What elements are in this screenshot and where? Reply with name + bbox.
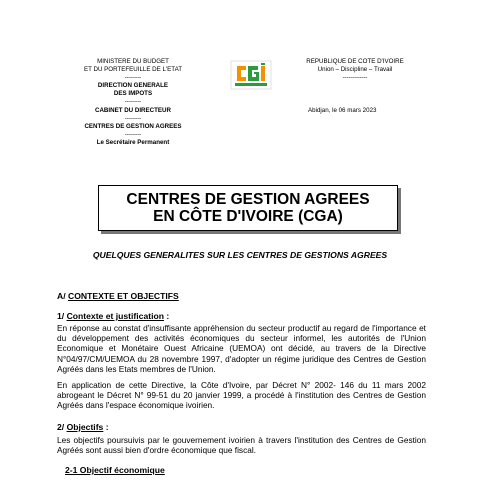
direction-line-2: DES IMPOTS — [113, 90, 153, 98]
ministry-header — [58, 58, 208, 147]
paragraph-objectives: Les objectifs poursuivis par le gouvernement ivoirien à travers l'institution des Centres de Gestion Agréés sont aussi bien d'ordre économique que fiscal. — [57, 435, 426, 456]
section-a-title: CONTEXTE ET OBJECTIFS — [67, 291, 179, 301]
document-title — [98, 185, 398, 231]
separator: -------- — [124, 114, 142, 122]
ministry-line-1: MINISTERE DU BUDGET — [97, 58, 169, 65]
title-line-2: EN CÔTE D'IVOIRE (CGA) — [153, 208, 343, 225]
cabinet-line: CABINET DU DIRECTEUR — [95, 106, 171, 114]
cga-line: CENTRES DE GESTION AGREES — [84, 122, 182, 130]
republic-motto: Union – Discipline – Travail — [317, 66, 393, 74]
section-1-suffix: : — [163, 311, 170, 321]
republic-header — [296, 58, 414, 82]
separator: -------- — [124, 130, 142, 138]
separator: -------- — [124, 74, 142, 82]
section-1-title: Contexte et justification — [66, 311, 164, 321]
subsection-2-1-heading: 2-1 Objectif économique — [65, 465, 165, 475]
section-a-heading — [57, 291, 179, 301]
section-2-prefix: 2/ — [57, 422, 67, 432]
separator: -------- — [124, 98, 142, 106]
section-1-heading — [57, 311, 169, 321]
paragraph-context: En réponse au constat d'insuffisante appréhension du secteur productif au regard de l'importance et du développement des activités économiques du secteur informel, les autorités de l'Union Economique et Monétaire Ouest Africaine (UEMOA) ont décidé, au travers de la Directive N°04/97/CM/UEMOA du 28 novembre 1997, d'adopter un régime juridique des Centres de Gestion Agréés dans les Etats membres de l'Union. — [57, 323, 426, 374]
section-2-heading — [57, 422, 109, 432]
separator: ------------ — [342, 74, 368, 82]
title-line-1: CENTRES DE GESTION AGREES — [126, 191, 370, 208]
ministry-line-2: ET DU PORTEFEUILLE DE L'ETAT — [83, 66, 183, 74]
cga-logo — [230, 60, 272, 90]
section-2-title: Objectifs — [66, 422, 104, 432]
cga-logo-icon — [230, 60, 272, 90]
direction-line-1: DIRECTION GENERALE — [97, 82, 169, 90]
section-a-prefix: A/ — [57, 291, 68, 301]
paragraph-application: En application de cette Directive, la Côte d'Ivoire, par Décret N° 2002- 146 du 11 mars 2002 abrogeant le Décret N° 99-51 du 20 janvier 1999, a procédé à l'institution des Centres de Gestion Agréés dans l'espace économique ivoirien. — [57, 380, 426, 411]
republic-name: REPUBLIQUE DE COTE D'IVOIRE — [306, 58, 404, 65]
section-2-suffix: : — [103, 422, 109, 432]
secretary-line: Le Secrétaire Permanent — [96, 138, 170, 146]
section-1-prefix: 1/ — [57, 311, 67, 321]
document-subtitle: QUELQUES GENERALITES SUR LES CENTRES DE GESTIONS AGREES — [92, 250, 388, 260]
document-date: Abidjan, le 06 mars 2023 — [308, 107, 377, 114]
